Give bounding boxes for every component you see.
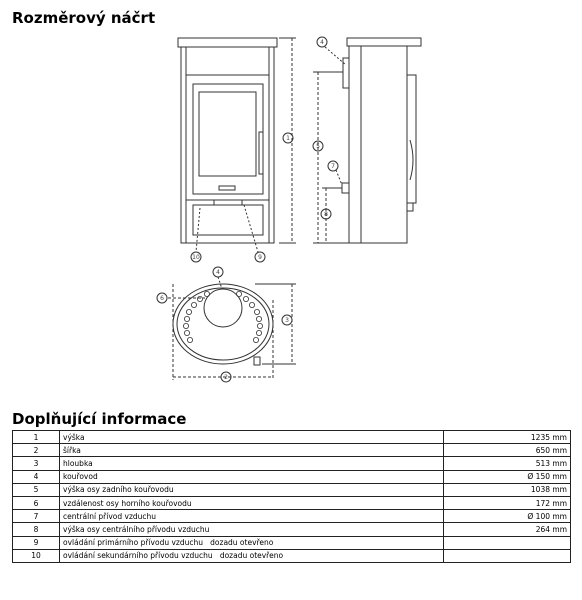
row-value	[444, 549, 571, 562]
side-view	[313, 38, 421, 243]
row-label: výška osy zadního kouřovodu	[60, 483, 444, 496]
row-value: Ø 100 mm	[444, 510, 571, 523]
callout-7-label: 7	[331, 163, 335, 170]
spec-table	[12, 430, 571, 563]
table-row	[13, 510, 571, 523]
callout-6-label: 6	[160, 295, 164, 302]
row-number: 6	[13, 496, 60, 509]
callout-3-label: 3	[285, 317, 289, 324]
table-row	[13, 523, 571, 536]
sketch-title: Rozměrový náčrt	[12, 9, 156, 27]
table-row	[13, 536, 571, 549]
callout-1-label: 1	[286, 135, 290, 142]
row-label: ovládání sekundárního přívodu vzduchu dozadu otevřeno	[60, 549, 444, 562]
table-row	[13, 431, 571, 444]
row-label: výška	[60, 431, 444, 444]
info-title: Doplňující informace	[12, 410, 187, 428]
row-number: 7	[13, 510, 60, 523]
row-number: 8	[13, 523, 60, 536]
callout-top-4-label: 4	[216, 269, 220, 276]
row-number: 5	[13, 483, 60, 496]
front-view	[178, 38, 296, 252]
table-row	[13, 444, 571, 457]
row-value: 1038 mm	[444, 483, 571, 496]
row-label: hloubka	[60, 457, 444, 470]
callout-8-label: 8	[324, 211, 328, 218]
top-view	[168, 277, 296, 380]
row-label: výška osy centrálního přívodu vzduchu	[60, 523, 444, 536]
row-value: 264 mm	[444, 523, 571, 536]
row-label: ovládání primárního přívodu vzduchu dozadu otevřeno	[60, 536, 444, 549]
table-row	[13, 457, 571, 470]
row-number: 3	[13, 457, 60, 470]
row-number: 9	[13, 536, 60, 549]
row-value: 513 mm	[444, 457, 571, 470]
table-row	[13, 549, 571, 562]
row-label: vzdálenost osy horního kouřovodu	[60, 496, 444, 509]
callout-10-label: 10	[192, 254, 200, 261]
table-row	[13, 483, 571, 496]
row-value: 1235 mm	[444, 431, 571, 444]
table-row	[13, 470, 571, 483]
row-label: centrální přívod vzduchu	[60, 510, 444, 523]
callout-5-label: 5	[316, 143, 320, 150]
callout-2-label: 2	[224, 374, 228, 381]
row-number: 1	[13, 431, 60, 444]
row-label: kouřovod	[60, 470, 444, 483]
row-label: šířka	[60, 444, 444, 457]
row-number: 4	[13, 470, 60, 483]
callout-9-label: 9	[258, 254, 262, 261]
row-number: 10	[13, 549, 60, 562]
row-value: 172 mm	[444, 496, 571, 509]
callout-side-4-label: 4	[320, 39, 324, 46]
row-value: Ø 150 mm	[444, 470, 571, 483]
table-row	[13, 496, 571, 509]
row-number: 2	[13, 444, 60, 457]
row-value: 650 mm	[444, 444, 571, 457]
row-value	[444, 536, 571, 549]
